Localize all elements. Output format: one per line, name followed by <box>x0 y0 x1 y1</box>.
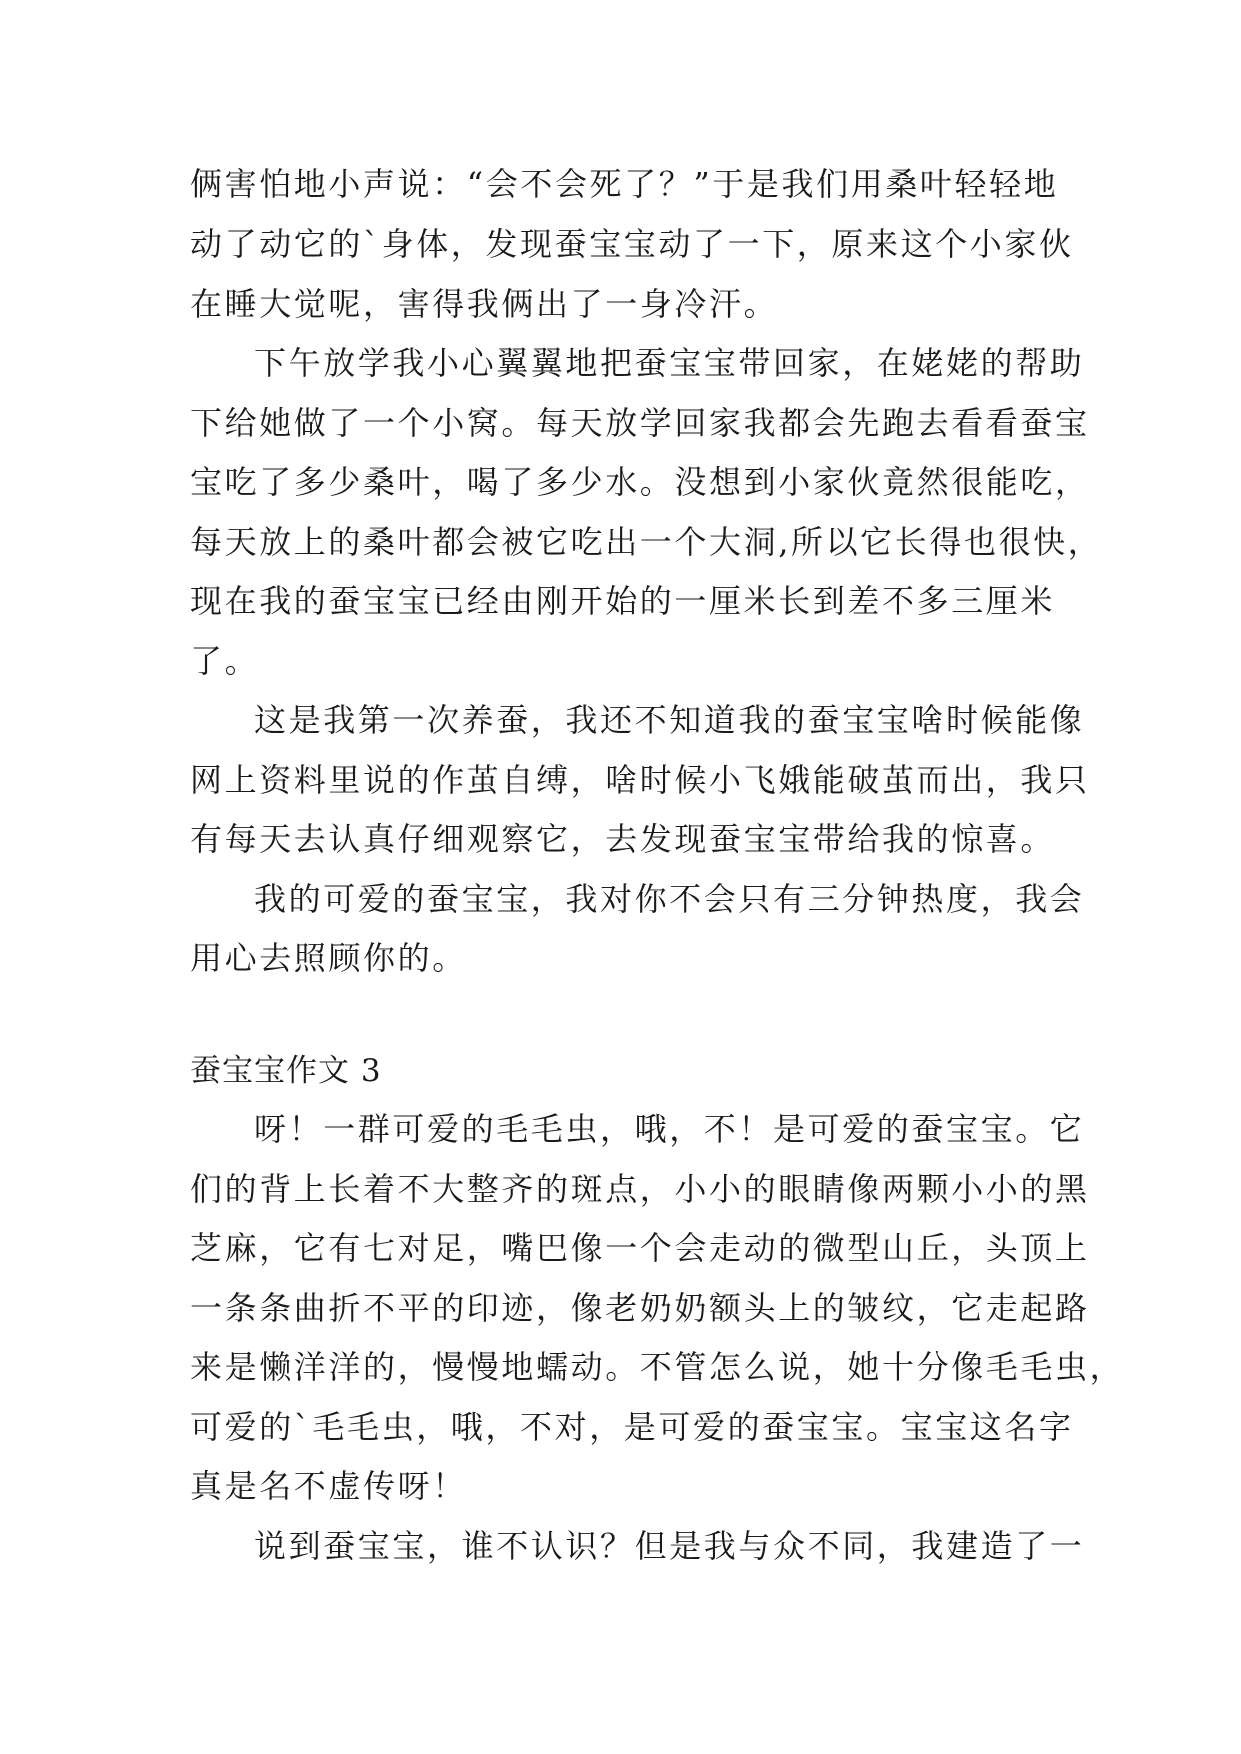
paragraph-line: 有每天去认真仔细观察它，去发现蚕宝宝带给我的惊喜。 <box>190 820 1056 858</box>
paragraph-line: 来是懒洋洋的，慢慢地蠕动。不管怎么说，她十分像毛毛虫， <box>190 1348 1125 1386</box>
paragraph-line: 下午放学我小心翼翼地把蚕宝宝带回家，在姥姥的帮助 <box>254 344 1085 382</box>
paragraph-line: 下给她做了一个小窝。每天放学回家我都会先跑去看看蚕宝 <box>190 404 1090 442</box>
paragraph-line: 俩害怕地小声说：“会不会死了？”于是我们用桑叶轻轻地 <box>190 165 1059 203</box>
paragraph-line: 可爱的`毛毛虫，哦，不对，是可爱的蚕宝宝。宝宝这名字 <box>190 1408 1074 1446</box>
paragraph-line: 每天放上的桑叶都会被它吃出一个大洞,所以它长得也很快， <box>190 523 1103 561</box>
paragraph-line: 用心去照顾你的。 <box>190 939 467 977</box>
paragraph-line: 们的背上长着不大整齐的斑点，小小的眼睛像两颗小小的黑 <box>190 1170 1090 1208</box>
paragraph-line: 真是名不虚传呀！ <box>190 1467 467 1505</box>
paragraph-line: 一条条曲折不平的印迹，像老奶奶额头上的皱纹，它走起路 <box>190 1289 1090 1327</box>
paragraph-line: 呀！一群可爱的毛毛虫，哦，不！是可爱的蚕宝宝。它 <box>254 1110 1085 1148</box>
paragraph-line: 说到蚕宝宝，谁不认识？但是我与众不同，我建造了一 <box>254 1527 1085 1565</box>
paragraph-line: 芝麻，它有七对足，嘴巴像一个会走动的微型山丘，头顶上 <box>190 1229 1090 1267</box>
paragraph-line: 动了动它的`身体，发现蚕宝宝动了一下，原来这个小家伙 <box>190 225 1074 263</box>
paragraph-line: 网上资料里说的作茧自缚，啥时候小飞娥能破茧而出，我只 <box>190 761 1090 799</box>
paragraph-line: 这是我第一次养蚕，我还不知道我的蚕宝宝啥时候能像 <box>254 701 1085 739</box>
paragraph-line: 在睡大觉呢，害得我俩出了一身冷汗。 <box>190 285 779 323</box>
paragraph-line: 现在我的蚕宝宝已经由刚开始的一厘米长到差不多三厘米 <box>190 582 1056 620</box>
paragraph-line: 了。 <box>190 642 260 680</box>
paragraph-line: 我的可爱的蚕宝宝，我对你不会只有三分钟热度，我会 <box>254 880 1085 918</box>
paragraph-line: 宝吃了多少桑叶，喝了多少水。没想到小家伙竟然很能吃， <box>190 463 1090 501</box>
section-title: 蚕宝宝作文 3 <box>190 1053 382 1089</box>
